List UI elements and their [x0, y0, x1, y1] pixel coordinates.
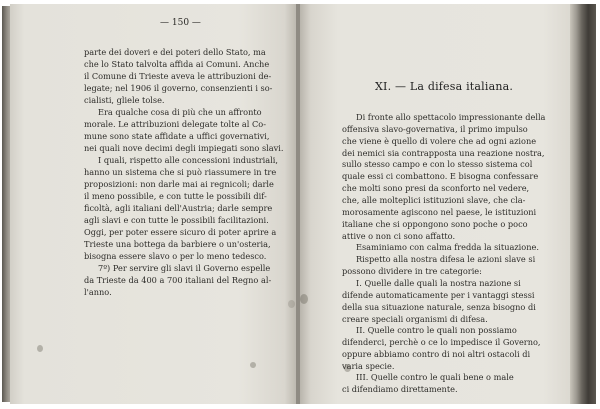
- text-line: difende automaticamente per i vantaggi stessi: [342, 289, 535, 300]
- left-paragraph-2: [84, 106, 284, 154]
- text-line: nei quali nove decimi degli impiegati sono slavi.: [84, 143, 284, 153]
- text-line: hanno un sistema che si può riassumere in tre: [84, 167, 277, 177]
- page-number: — 150 —: [160, 18, 201, 28]
- text-line: da Trieste da 400 a 700 italiani del Regno al-: [84, 275, 272, 285]
- text-line: che, alle molteplici istituzioni slave, che cla-: [342, 195, 526, 206]
- text-line: dei nemici sia contrapposta una reazione nostra,: [342, 147, 545, 158]
- text-line: italiane che si oppongono sono poche o poco: [342, 218, 528, 229]
- text-line: I. Quelle dalle quali la nostra nazione si: [356, 278, 521, 288]
- text-line: varia specie.: [342, 360, 395, 371]
- text-line: bisogna essere slavo o per lo meno tedesco.: [84, 251, 267, 261]
- page-stain: [37, 345, 43, 352]
- book-right-edge: [570, 4, 596, 404]
- text-line: che lo Stato talvolta affida ai Comuni. Anche: [84, 59, 270, 69]
- text-line: proposizioni: non darle mai ai regnicoli; darle: [84, 179, 274, 189]
- right-paragraph-4: [342, 278, 560, 325]
- page-stain: [300, 294, 308, 304]
- text-line: parte dei doveri e dei poteri dello Stato, ma: [84, 47, 266, 57]
- text-line: difenderci, perchè o ce lo impedisce il Governo,: [342, 336, 541, 347]
- page-stain: [288, 300, 295, 308]
- text-line: quale essi ci combattono. E bisogna confessare: [342, 171, 539, 182]
- right-paragraph-2: [342, 242, 560, 254]
- text-line: II. Quelle contro le quali non possiamo: [356, 325, 517, 335]
- text-line: Esaminiamo con calma fredda la situazione.: [356, 242, 539, 252]
- text-line: morale. Le attribuzioni delegate tolte al Co-: [84, 119, 266, 129]
- text-line: mune sono state affidate a uffici governativi,: [84, 131, 270, 141]
- text-line: della sua situazione naturale, senza bisogno di: [342, 301, 536, 312]
- text-line: Oggi, per poter essere sicuro di poter aprire a: [84, 227, 277, 237]
- text-line: morosamente agiscono nel paese, le istituzioni: [342, 206, 537, 217]
- text-line: l'anno.: [84, 287, 112, 297]
- text-line: III. Quelle contro le quali bene o male: [356, 372, 514, 382]
- text-line: 7º) Per servire gli slavi il Governo espelle: [98, 263, 271, 273]
- text-line: ficoltà, agli italiani dell'Austria; darle sempre: [84, 203, 273, 213]
- left-paragraph-3: [84, 154, 280, 262]
- text-line: legate; nel 1906 il governo, consenzienti i so-: [84, 83, 273, 93]
- text-line: il Comune di Trieste aveva le attribuzioni de-: [84, 71, 272, 81]
- text-line: il meno possibile, e con tutte le possibili dif-: [84, 191, 267, 201]
- text-line: sullo stesso campo e con lo stesso sistema col: [342, 159, 533, 170]
- chapter-heading: XI. — La difesa italiana.: [375, 80, 514, 93]
- text-line: Era qualche cosa di più che un affronto: [98, 107, 262, 117]
- right-paragraph-1: [342, 112, 560, 242]
- text-line: possono dividere in tre categorie:: [342, 265, 482, 276]
- text-line: ci difendiamo direttamente.: [342, 383, 458, 394]
- text-line: I quali, rispetto alle concessioni industriali,: [98, 155, 278, 165]
- left-paragraph-4: [84, 262, 280, 298]
- text-line: cialisti, gliele tolse.: [84, 95, 165, 105]
- text-line: creare speciali organismi di difesa.: [342, 313, 488, 324]
- text-line: oppure abbiamo contro di noi altri ostacoli di: [342, 348, 531, 359]
- right-paragraph-5: [342, 325, 560, 372]
- text-line: attive o non ci sono affatto.: [342, 230, 456, 241]
- text-line: Rispetto alla nostra difesa le azioni slave si: [356, 254, 536, 264]
- right-paragraph-6: [342, 372, 560, 396]
- text-line: Trieste una bottega da barbiere o un'osteria,: [84, 239, 271, 249]
- text-line: Di fronte allo spettacolo impressionante della: [356, 112, 546, 122]
- right-paragraph-3: [342, 254, 560, 278]
- page-stain: [250, 362, 256, 368]
- left-paragraph-1: [84, 46, 280, 106]
- text-line: che molti sono presi da sconforto nel vedere,: [342, 183, 530, 194]
- text-line: offensiva slavo-governativa, il primo impulso: [342, 123, 528, 134]
- text-line: che viene è quello di volere che ad ogni azione: [342, 135, 537, 146]
- text-line: agli slavi e con tutte le possibili facilitazioni.: [84, 215, 269, 225]
